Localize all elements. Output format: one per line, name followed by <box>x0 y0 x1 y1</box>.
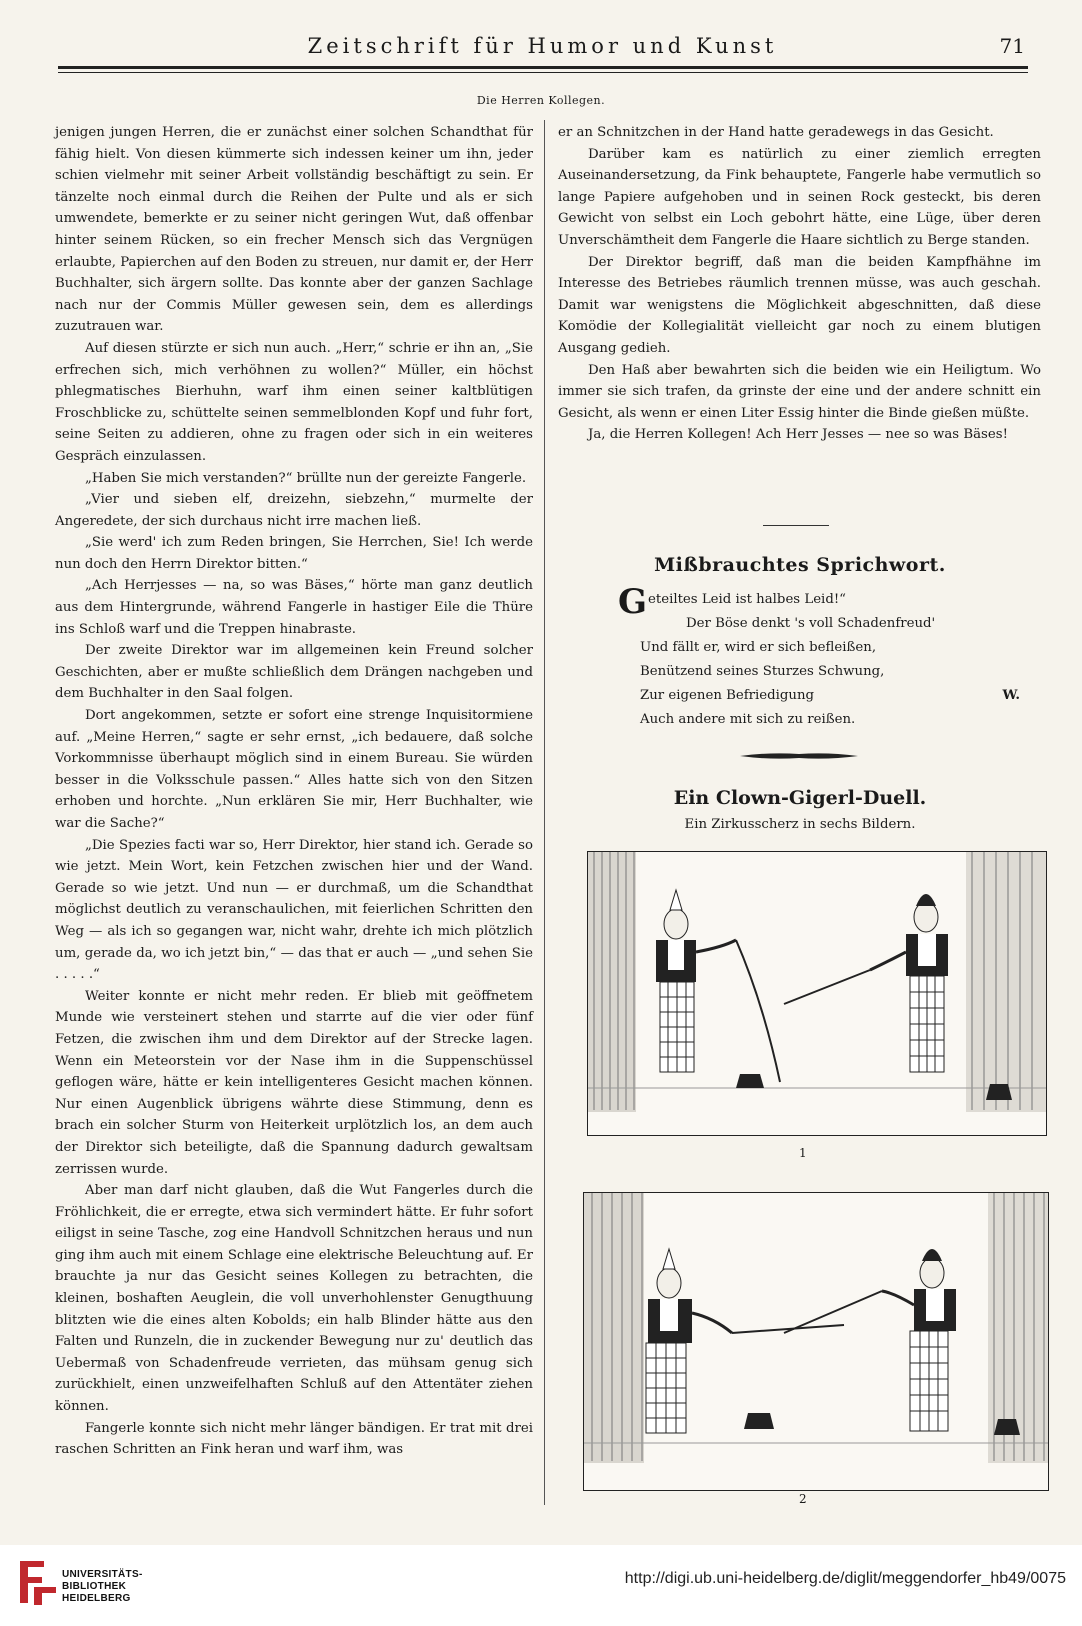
poem <box>618 582 1020 732</box>
column-divider <box>544 120 545 1505</box>
paragraph: Der Direktor begriff, daß man die beiden Kampfhähne im Interesse des Betriebes räumlich trennen müsse, was auch geschah. Damit war wenigstens die Möglichkeit abgeschnitten, daß diese Komödie der Kollegialität vielleicht gar noch zu einem blutigen Ausgang gedieh. <box>558 254 1041 356</box>
poem-line: Zur eigenen Befriedigung <box>640 688 815 703</box>
university-library-logo-icon <box>14 1557 62 1609</box>
paragraph: Auf diesen stürzte er sich nun auch. „Herr,“ schrie er ihn an, „Sie erfrechen sich, mich verhöhnen zu wollen?“ Müller, ein höchst phlegmatisches Bierhuhn, warf ihm einen seiner kaltblütigen Froschblicke zu, schüttelte seinen semmelblonden Kopf und fuhr fort, seine Seiten zu addieren, ohne zu fragen oder sich in ein weiteres Gespräch einzulassen. <box>55 340 533 464</box>
drop-cap: G <box>618 582 648 622</box>
paragraph: „Vier und sieben elf, dreizehn, siebzehn,“ murmelte der Angeredete, der sich durchaus nicht irre machen ließ. <box>55 492 533 529</box>
ornament-divider <box>740 752 858 760</box>
running-head <box>60 34 1025 64</box>
paragraph: Darüber kam es natürlich zu einer ziemlich erregten Auseinandersetzung, da Fink behauptete, Fangerle habe vermutlich so lange Papiere aufgehoben und in seinen Rock gesteckt, bis deren Gewicht von selbst ein Loch gebohrt hätte, eine Lüge, über deren Unverschämtheit dem Fangerle die Haare sichtlich zu Berge standen. <box>558 146 1041 248</box>
library-name-line: UNIVERSITÄTS- <box>62 1569 143 1580</box>
panel-1-caption: 1 <box>799 1146 807 1160</box>
paragraph: „Die Spezies facti war so, Herr Direktor, hier stand ich. Gerade so wie jetzt. Mein Wort, kein Fetzchen zwischen hier und der Wand. Gerade so wie jetzt. Und nun — er durchmaß, um die Schandthat möglichst deutlich zu veranschaulichen, mit feierlichen Schritten den Weg — als ich so gegangen war, nicht wahr, drehte ich mich plötzlich um, gerade da, wo ich jetzt bin,“ — das that er auch — „und sehen Sie . . . . .“ <box>55 837 533 983</box>
paragraph: Aber man darf nicht glauben, daß die Wut Fangerles durch die Fröhlichkeit, die er erregte, etwa sich vermindert hätte. Er fuhr sofort eiligst in seine Tasche, zog eine Handvoll Schnitzchen heraus und nun ging ihm auch mit einem Schlage eine elektrische Beleuchtung auf. Er brauchte ja nur das Gesicht seines Kollegen zu betrachten, die kleinen, boshaften Aeuglein, die voll unverhohlenster Genugthuung blitzten wie die eines alten Kobolds; ein halb Blinder hätte aus den Falten und Runzeln, die in zuckender Bewegung nur zu' deutlich das Uebermaß von Schadenfreude verrieten, das mühsam genug sich zurückhielt, einen unzweifelhaften Schluß auf den Attentäter ziehen können. <box>55 1183 533 1415</box>
paragraph: er an Schnitzchen in der Hand hatte geradewegs in das Gesicht. <box>558 125 994 140</box>
left-column <box>55 122 533 1461</box>
library-name <box>62 1569 143 1605</box>
paragraph: jenigen jungen Herren, die er zunächst einer solchen Schandthat für fähig hielt. Von diesen kümmerte sich indessen keiner um ihn, jeder schien vielmehr mit seiner Arbeit vollständig beschäftigt zu sein. Er tänzelte noch einmal durch die Reihen der Pulte und als er sich umwendete, bemerkte er zu seiner nicht geringen Wut, daß offenbar hinter seinem Rücken, so ein frecher Mensch sich das Vergnügen erlaubte, Papierchen auf den Boden zu streuen, nur damit er, der Herr Buchhalter, sich ärgern sollte. Das konnte aber der ganzen Sachlage nach nur der Commis Müller gewesen sein, dem es allerdings zuzutrauen war. <box>55 125 533 335</box>
paragraph: „Sie werd' ich zum Reden bringen, Sie Herrchen, Sie! Ich werde nun doch den Herrn Direktor bitten.“ <box>55 535 533 572</box>
poem-title: Mißbrauchtes Sprichwort. <box>654 554 946 576</box>
paragraph: Der zweite Direktor war im allgemeinen kein Freund solcher Geschichten, aber er mußte schließlich dem Drängen nachgeben und dem Buchhalter in den Saal folgen. <box>55 643 533 702</box>
poem-line: eteiltes Leid ist halbes Leid!“ <box>648 592 846 607</box>
illustration-panel-1 <box>587 851 1047 1136</box>
source-url-link[interactable]: http://digi.ub.uni-heidelberg.de/diglit/meggendorfer_hb49/0075 <box>624 1570 1066 1587</box>
paragraph: Fangerle konnte sich nicht mehr länger bändigen. Er trat mit drei raschen Schritten an Fink heran und warf ihm, was <box>55 1420 533 1458</box>
paragraph: Den Haß aber bewahrten sich die beiden wie ein Heiligtum. Wo immer sie sich trafen, da grinste der eine und der andere schnitt ein Gesicht, als wenn er einen Liter Essig hinter die Binde gießen müßte. <box>558 362 1041 421</box>
poem-line: Auch andere mit sich zu reißen. <box>640 712 856 727</box>
page-number: 71 <box>999 34 1025 58</box>
right-column <box>558 122 1041 446</box>
journal-title: Zeitschrift für Humor und Kunst <box>307 34 778 58</box>
poem-line: Benützend seines Sturzes Schwung, <box>640 664 885 679</box>
paragraph: Weiter konnte er nicht mehr reden. Er blieb mit geöffnetem Munde wie versteinert stehen und starrte auf die vier oder fünf Fetzen, die zwischen ihm und dem Direktor auf der Strecke lagen. Wenn ein Meteorstein vor der Nase ihm in die Suppenschüssel geflogen wäre, hätte er kein intelligenteres Gesicht machen können. Nur einen Augenblick übrigens währte diese Stimmung, denn es brach ein solcher Sturm von Heiterkeit urplötzlich los, an dem auch der Direktor sich beteiligte, daß die Spannung dadurch gewaltsam zerrissen wurde. <box>55 988 533 1177</box>
paragraph: Ja, die Herren Kollegen! Ach Herr Jesses — nee so was Bäses! <box>588 427 1008 443</box>
paragraph: „Ach Herrjesses — na, so was Bäses,“ hörte man ganz deutlich aus dem Hintergrunde, während Fangerle in hastiger Eile die Thüre ins Schloß warf und die Treppen hinabraste. <box>55 578 533 637</box>
header-rule-thick <box>58 66 1028 69</box>
poem-signature: W. <box>1002 688 1020 703</box>
paragraph: Dort angekommen, setzte er sofort eine strenge Inquisitormiene auf. „Meine Herren,“ sagte er sehr ernst, „ich bedauere, daß solche Vorkommnisse überhaupt möglich sind in einem Bureau. Sie würden besser in die Volksschule passen.“ Alles hatte sich von den Sitzen erhoben und horchte. „Nun erklären Sie mir, Herr Buchhalter, wie war die Sache?“ <box>55 708 533 831</box>
library-name-line: BIBLIOTHEK <box>62 1581 127 1592</box>
section-divider <box>763 525 829 526</box>
clown-gigerl-illustration-1 <box>588 852 1046 1135</box>
poem-line: Der Böse denkt 's voll Schadenfreud' <box>686 616 936 631</box>
paragraph: „Haben Sie mich verstanden?“ brüllte nun der gereizte Fangerle. <box>85 470 527 486</box>
duel-subtitle: Ein Zirkusscherz in sechs Bildern. <box>684 817 916 832</box>
header-rule-thin <box>58 72 1028 73</box>
poem-line: Und fällt er, wird er sich befleißen, <box>640 640 877 655</box>
duel-title: Ein Clown-Gigerl-Duell. <box>673 787 927 809</box>
library-name-line: HEIDELBERG <box>62 1593 131 1604</box>
library-footer <box>0 1545 1082 1626</box>
story-running-title: Die Herren Kollegen. <box>476 94 606 107</box>
clown-gigerl-illustration-2 <box>584 1193 1048 1490</box>
panel-2-caption: 2 <box>799 1492 807 1506</box>
illustration-panel-2 <box>583 1192 1049 1491</box>
